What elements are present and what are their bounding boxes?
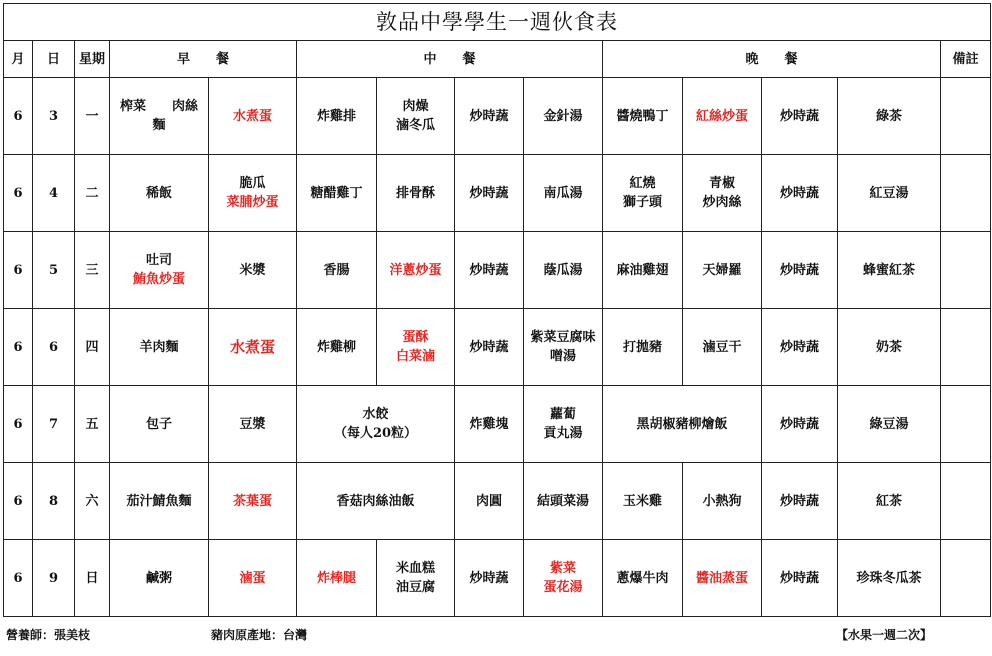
menu-item: 菜脯炒蛋: [226, 195, 279, 210]
weekday-cell: 三: [75, 232, 110, 309]
footer: [0, 626, 992, 646]
table-row: [4, 78, 991, 155]
note-header: 備註: [941, 41, 991, 78]
dinner-soup-cell: 綠豆湯: [838, 386, 941, 463]
menu-item: 白菜滷: [395, 349, 435, 364]
weekday-cell: 一: [75, 78, 110, 155]
lunch-soup-cell: [524, 386, 603, 463]
lunch-soup-cell: 南瓜湯: [524, 155, 603, 232]
dinner-soup-cell: 綠茶: [838, 78, 941, 155]
lunch-main-cell: [297, 386, 455, 463]
month-cell: 6: [4, 78, 33, 155]
dinner-soup-cell: 奶茶: [838, 309, 941, 386]
lunch-dish-1-cell: 炸雞柳: [297, 309, 377, 386]
table-row: [4, 540, 991, 617]
month-cell: 6: [4, 386, 33, 463]
lunch-soup-cell: 金針湯: [524, 78, 603, 155]
lunch-vegetable-cell: 炒時蔬: [455, 309, 524, 386]
note-cell: [941, 232, 991, 309]
pork-origin-label: 豬肉原產地：台灣: [211, 628, 308, 642]
weekday-cell: 二: [75, 155, 110, 232]
lunch-soup-cell: 結頭菜湯: [524, 463, 603, 540]
weekly-menu-table: [3, 3, 991, 617]
menu-item: 紫菜豆腐味: [530, 330, 596, 345]
month-cell: 6: [4, 540, 33, 617]
month-cell: 6: [4, 309, 33, 386]
weekday-header: 星期: [75, 41, 110, 78]
breakfast-header: [110, 41, 297, 78]
lunch-dish-2-cell: 排骨酥: [377, 155, 455, 232]
breakfast-side-cell: [209, 155, 297, 232]
dinner-vegetable-cell: 炒時蔬: [762, 540, 838, 617]
lunch-header-label: 中 餐: [423, 51, 476, 67]
note-cell: [941, 386, 991, 463]
dinner-dish-2-cell: 滷豆干: [683, 309, 762, 386]
dinner-dish-1-cell: [603, 155, 683, 232]
note-cell: [941, 540, 991, 617]
dinner-dish-1-cell: 蔥爆牛肉: [603, 540, 683, 617]
breakfast-side-cell: 滷蛋: [209, 540, 297, 617]
dinner-dish-1-cell: 麻油雞翅: [603, 232, 683, 309]
menu-item: 蛋花湯: [543, 580, 583, 595]
dinner-dish-2-cell: 天婦羅: [683, 232, 762, 309]
breakfast-main-cell: 鹹粥: [110, 540, 209, 617]
dinner-vegetable-cell: 炒時蔬: [762, 232, 838, 309]
table-row: [4, 232, 991, 309]
menu-item: 麵: [152, 118, 166, 133]
breakfast-main-cell: 羊肉麵: [110, 309, 209, 386]
menu-item: 脆瓜: [239, 176, 266, 191]
dinner-soup-cell: 珍珠冬瓜茶: [838, 540, 941, 617]
breakfast-side-cell: 水煮蛋: [209, 78, 297, 155]
dinner-header-label: 晚 餐: [745, 51, 798, 67]
dinner-soup-cell: 紅茶: [838, 463, 941, 540]
lunch-vegetable-cell: 炒時蔬: [455, 540, 524, 617]
dinner-header: [603, 41, 941, 78]
breakfast-main-cell: 包子: [110, 386, 209, 463]
menu-item: 鮪魚炒蛋: [132, 272, 185, 287]
weekday-cell: 六: [75, 463, 110, 540]
menu-item: 肉燥: [402, 99, 429, 114]
dinner-vegetable-cell: 炒時蔬: [762, 386, 838, 463]
dinner-soup-cell: 蜂蜜紅茶: [838, 232, 941, 309]
weekday-cell: 日: [75, 540, 110, 617]
lunch-soup-cell: 蔭瓜湯: [524, 232, 603, 309]
menu-item: 紫菜: [549, 561, 576, 576]
weekday-cell: 四: [75, 309, 110, 386]
lunch-vegetable-cell: 炒時蔬: [455, 232, 524, 309]
day-cell: 6: [33, 309, 75, 386]
lunch-dish-2-cell: [377, 309, 455, 386]
menu-item: （每人20粒）: [333, 426, 418, 441]
table-row: [4, 155, 991, 232]
menu-item: 蘿蔔: [549, 407, 576, 422]
lunch-dish-1-cell: 炸棒腿: [297, 540, 377, 617]
menu-item: 榨菜 肉絲: [119, 99, 198, 114]
menu-item: 炒肉絲: [702, 195, 742, 210]
day-cell: 4: [33, 155, 75, 232]
breakfast-header-label: 早 餐: [176, 51, 229, 67]
note-cell: [941, 155, 991, 232]
lunch-soup-cell: [524, 540, 603, 617]
menu-item: 紅燒: [629, 176, 656, 191]
day-cell: 8: [33, 463, 75, 540]
weekday-cell: 五: [75, 386, 110, 463]
day-cell: 7: [33, 386, 75, 463]
menu-item: 獅子頭: [622, 195, 662, 210]
dinner-soup-cell: 紅豆湯: [838, 155, 941, 232]
table-row: [4, 386, 991, 463]
dinner-dish-2-cell: 醬油蒸蛋: [683, 540, 762, 617]
lunch-dish-cell: 炸雞塊: [455, 386, 524, 463]
page-title: 敦品中學學生一週伙食表: [4, 4, 991, 41]
day-cell: 5: [33, 232, 75, 309]
lunch-header: [297, 41, 603, 78]
menu-item: 噌湯: [549, 349, 576, 364]
nutritionist-label: 營養師：張美枝: [6, 628, 91, 642]
breakfast-side-cell: 水煮蛋: [209, 309, 297, 386]
menu-item: 米血糕: [395, 561, 435, 576]
dinner-dish-2-cell: 小熱狗: [683, 463, 762, 540]
fruit-note: 【水果一週二次】: [836, 628, 933, 642]
menu-item: 水餃: [362, 407, 389, 422]
menu-item: 滷冬瓜: [395, 118, 435, 133]
breakfast-main-cell: [110, 78, 209, 155]
lunch-dish-cell: 肉圓: [455, 463, 524, 540]
breakfast-main-cell: 茄汁鯖魚麵: [110, 463, 209, 540]
day-cell: 9: [33, 540, 75, 617]
breakfast-main-cell: [110, 232, 209, 309]
month-header: 月: [4, 41, 33, 78]
note-cell: [941, 309, 991, 386]
breakfast-main-cell: 稀飯: [110, 155, 209, 232]
dinner-vegetable-cell: 炒時蔬: [762, 309, 838, 386]
menu-item: 吐司: [145, 253, 172, 268]
dinner-dish-2-cell: 紅絲炒蛋: [683, 78, 762, 155]
note-cell: [941, 78, 991, 155]
note-cell: [941, 463, 991, 540]
dinner-dish-1-cell: 玉米雞: [603, 463, 683, 540]
lunch-dish-1-cell: 炸雞排: [297, 78, 377, 155]
lunch-dish-2-cell: [377, 540, 455, 617]
lunch-dish-1-cell: 糖醋雞丁: [297, 155, 377, 232]
breakfast-side-cell: 茶葉蛋: [209, 463, 297, 540]
dinner-vegetable-cell: 炒時蔬: [762, 463, 838, 540]
dinner-dish-1-cell: 醬燒鴨丁: [603, 78, 683, 155]
dinner-vegetable-cell: 炒時蔬: [762, 78, 838, 155]
month-cell: 6: [4, 232, 33, 309]
table-row: [4, 309, 991, 386]
menu-sheet: [3, 3, 991, 617]
dinner-vegetable-cell: 炒時蔬: [762, 155, 838, 232]
dinner-dish-2-cell: [683, 155, 762, 232]
lunch-main-cell: 香菇肉絲油飯: [297, 463, 455, 540]
lunch-vegetable-cell: 炒時蔬: [455, 78, 524, 155]
menu-item: 青椒: [708, 176, 735, 191]
breakfast-side-cell: 米漿: [209, 232, 297, 309]
menu-item: 貢丸湯: [543, 426, 583, 441]
header-row: [4, 41, 991, 78]
lunch-soup-cell: [524, 309, 603, 386]
day-header: 日: [33, 41, 75, 78]
day-cell: 3: [33, 78, 75, 155]
lunch-dish-2-cell: [377, 78, 455, 155]
menu-item: 油豆腐: [395, 580, 435, 595]
month-cell: 6: [4, 463, 33, 540]
lunch-dish-1-cell: 香腸: [297, 232, 377, 309]
month-cell: 6: [4, 155, 33, 232]
table-row: [4, 463, 991, 540]
breakfast-side-cell: 豆漿: [209, 386, 297, 463]
lunch-vegetable-cell: 炒時蔬: [455, 155, 524, 232]
dinner-dish-1-cell: 打拋豬: [603, 309, 683, 386]
lunch-dish-2-cell: 洋蔥炒蛋: [377, 232, 455, 309]
menu-item: 蛋酥: [402, 330, 429, 345]
dinner-main-cell: 黑胡椒豬柳燴飯: [603, 386, 762, 463]
